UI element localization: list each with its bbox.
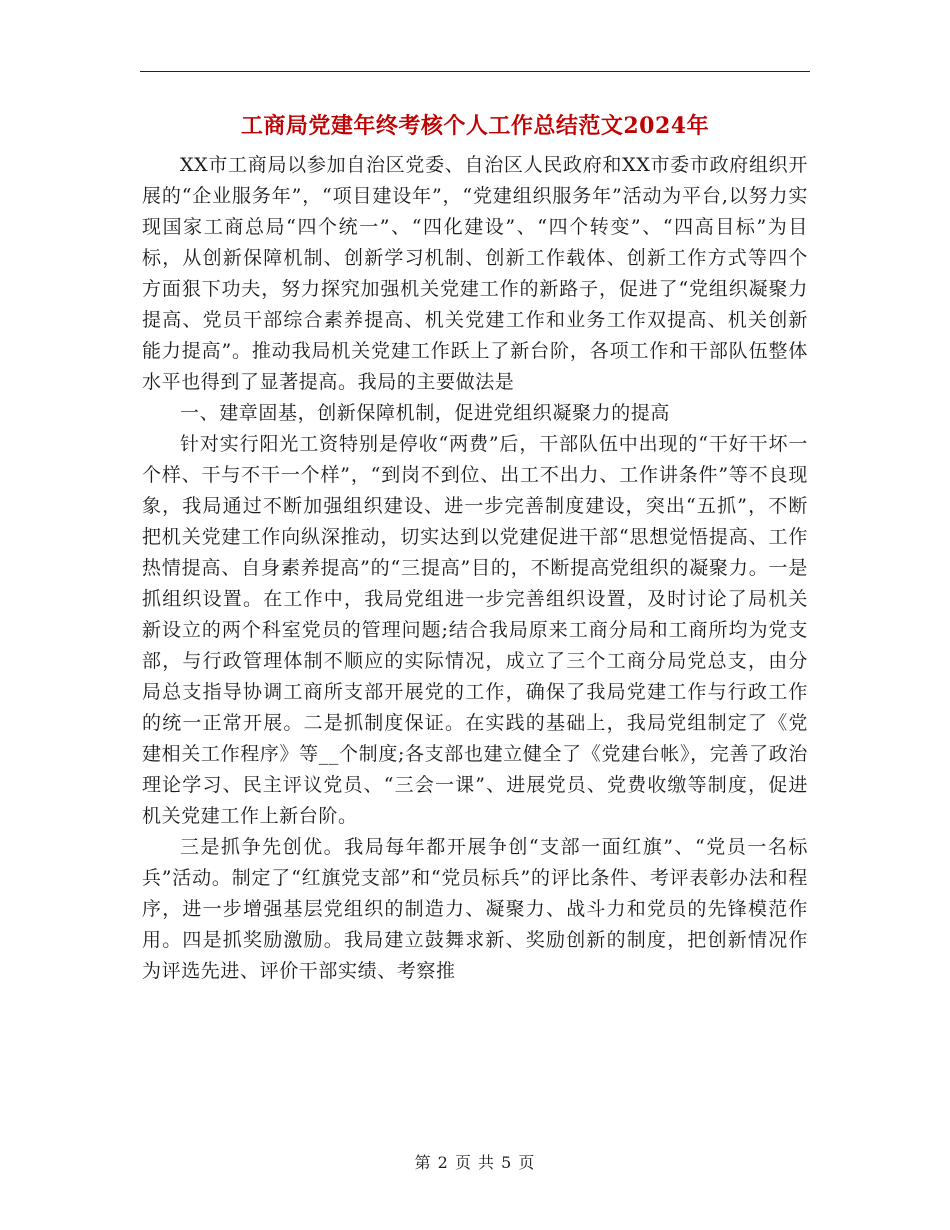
section-heading-1: 一、建章固基，创新保障机制，促进党组织凝聚力的提高 bbox=[180, 402, 671, 424]
paragraph-section-1: 针对实行阳光工资特别是停收“两费”后，干部队伍中出现的“干好干坏一个样、干与不干一个样”，“到岗不到位、出工不出力、工作讲条件”等不良现象，我局通过不断加强组织建设、进一步完善制度建设，突出“五抓”，不断把机关党建工作向纵深推动，切实达到以党建促进干部“思想觉悟提高、工作热情提高、自身素养提高”的“三提高”目的，不断提高党组织的凝聚力。一是抓组织设置。在工作中，我局党组进一步完善组织设置，及时讨论了局机关新设立的两个科室党员的管理问题;结合我局原来工商分局和工商所均为党支部，与行政管理体制不顺应的实际情况，成立了三个工商分局党总支，由分局总支指导协调工商所支部开展党的工作，确保了我局党建工作与行政工作的统一正常开展。二是抓制度保证。在实践的基础上，我局党组制定了《党建相关工作程序》等__个制度;各支部也建立健全了《党建台帐》，完善了政治理论学习、民主评议党员、“三会一课”、进展党员、党费收缴等制度，促进机关党建工作上新台阶。 bbox=[142, 433, 808, 827]
page-number-footer: 第 2 页 共 5 页 bbox=[414, 1153, 536, 1172]
header-rule bbox=[140, 71, 810, 72]
paragraph-section-1-continued: 三是抓争先创优。我局每年都开展争创“支部一面红旗”、“党员一名标兵”活动。制定了“红旗党支部”和“党员标兵”的评比条件、考评表彰办法和程序，进一步增强基层党组织的制造力、凝聚力、战斗力和党员的先锋模范作用。四是抓奖励激励。我局建立鼓舞求新、奖励创新的制度，把创新情况作为评选先进、评价干部实绩、考察推 bbox=[142, 836, 808, 982]
document-body bbox=[142, 150, 808, 987]
document-title: 工商局党建年终考核个人工作总结范文2024年 bbox=[240, 113, 710, 139]
paragraph-intro: XX市工商局以参加自治区党委、自治区人民政府和XX市委市政府组织开展的“企业服务年”，“项目建设年”，“党建组织服务年”活动为平台,以努力实现国家工商总局“四个统一”、“四化建设”、“四个转变”、“四高目标”为目标，从创新保障机制、创新学习机制、创新工作载体、创新工作方式等四个方面狠下功夫，努力探究加强机关党建工作的新路子，促进了“党组织凝聚力提高、党员干部综合素养提高、机关党建工作和业务工作双提高、机关创新能力提高”。推动我局机关党建工作跃上了新台阶，各项工作和干部队伍整体水平也得到了显著提高。我局的主要做法是 bbox=[142, 154, 808, 393]
